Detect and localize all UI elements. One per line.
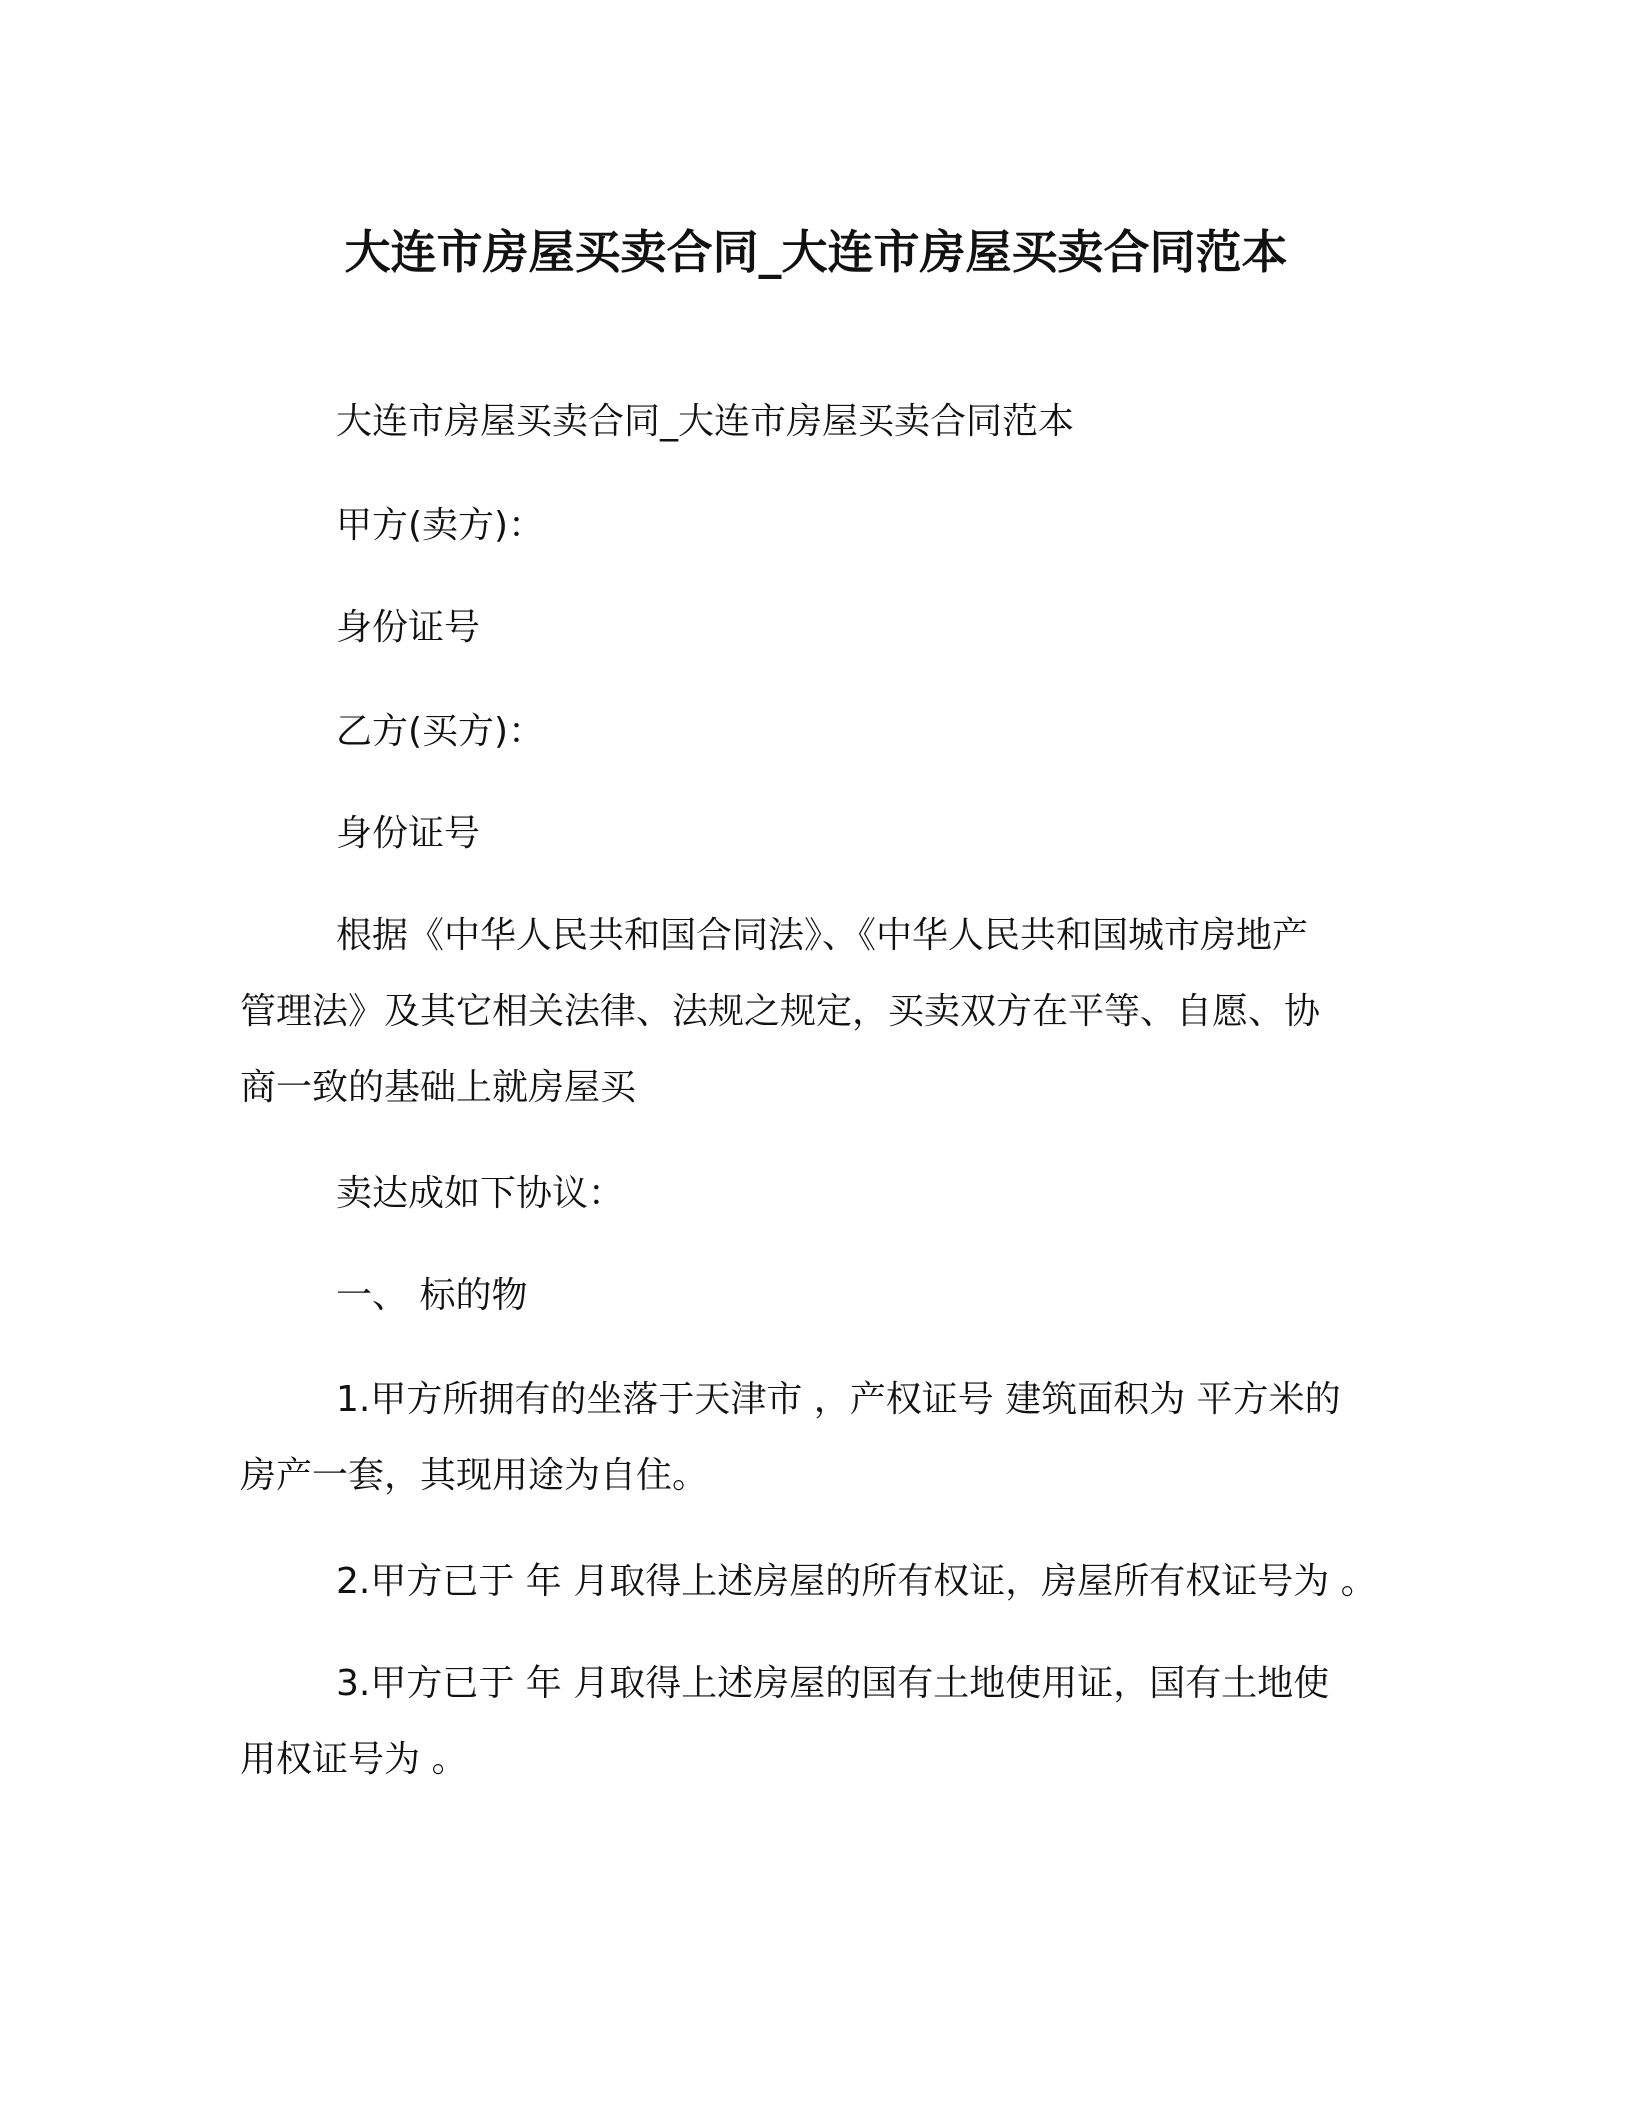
paragraph-line: 管理法》及其它相关法律、法规之规定，买卖双方在平等、自愿、协 — [240, 991, 1321, 1032]
paragraph-line: 大连市房屋买卖合同_大连市房屋买卖合同范本 — [336, 401, 1075, 442]
paragraph-subtitle — [240, 384, 1380, 460]
paragraph-agreement — [240, 1156, 1380, 1232]
paragraph-party-a-id — [240, 590, 1380, 666]
clause-2 — [240, 1544, 1380, 1620]
paragraph-line: 身份证号 — [336, 607, 481, 648]
paragraph-line: 甲方(卖方)： — [336, 505, 545, 546]
paragraph-line: 一、 标的物 — [336, 1275, 528, 1316]
paragraph-line: 卖达成如下协议： — [336, 1173, 625, 1214]
paragraph-line: 2.甲方已于 年 月取得上述房屋的所有权证，房屋所有权证号为 。 — [336, 1561, 1377, 1602]
paragraph-party-b — [240, 694, 1380, 770]
paragraph-party-a — [240, 488, 1380, 564]
paragraph-line: 用权证号为 。 — [240, 1739, 468, 1780]
paragraph-line: 乙方(买方)： — [336, 711, 545, 752]
paragraph-line: 房产一套，其现用途为自住。 — [240, 1455, 709, 1496]
paragraph-line: 根据《中华人民共和国合同法》、《中华人民共和国城市房地产 — [336, 915, 1309, 956]
clause-1 — [240, 1362, 1380, 1514]
document-title: 大连市房屋买卖合同_大连市房屋买卖合同范本 — [344, 225, 1288, 279]
paragraph-line: 3.甲方已于 年 月取得上述房屋的国有土地使用证，国有土地使 — [336, 1663, 1330, 1704]
paragraph-line: 商一致的基础上就房屋买 — [240, 1067, 637, 1108]
paragraph-legal-basis — [240, 898, 1380, 1126]
clause-3 — [240, 1646, 1380, 1798]
paragraph-line: 身份证号 — [336, 813, 481, 854]
paragraph-party-b-id — [240, 796, 1380, 872]
section-heading-subject — [240, 1258, 1380, 1334]
paragraph-line: 1.甲方所拥有的坐落于天津市 ，产权证号 建筑面积为 平方米的 — [336, 1379, 1341, 1420]
